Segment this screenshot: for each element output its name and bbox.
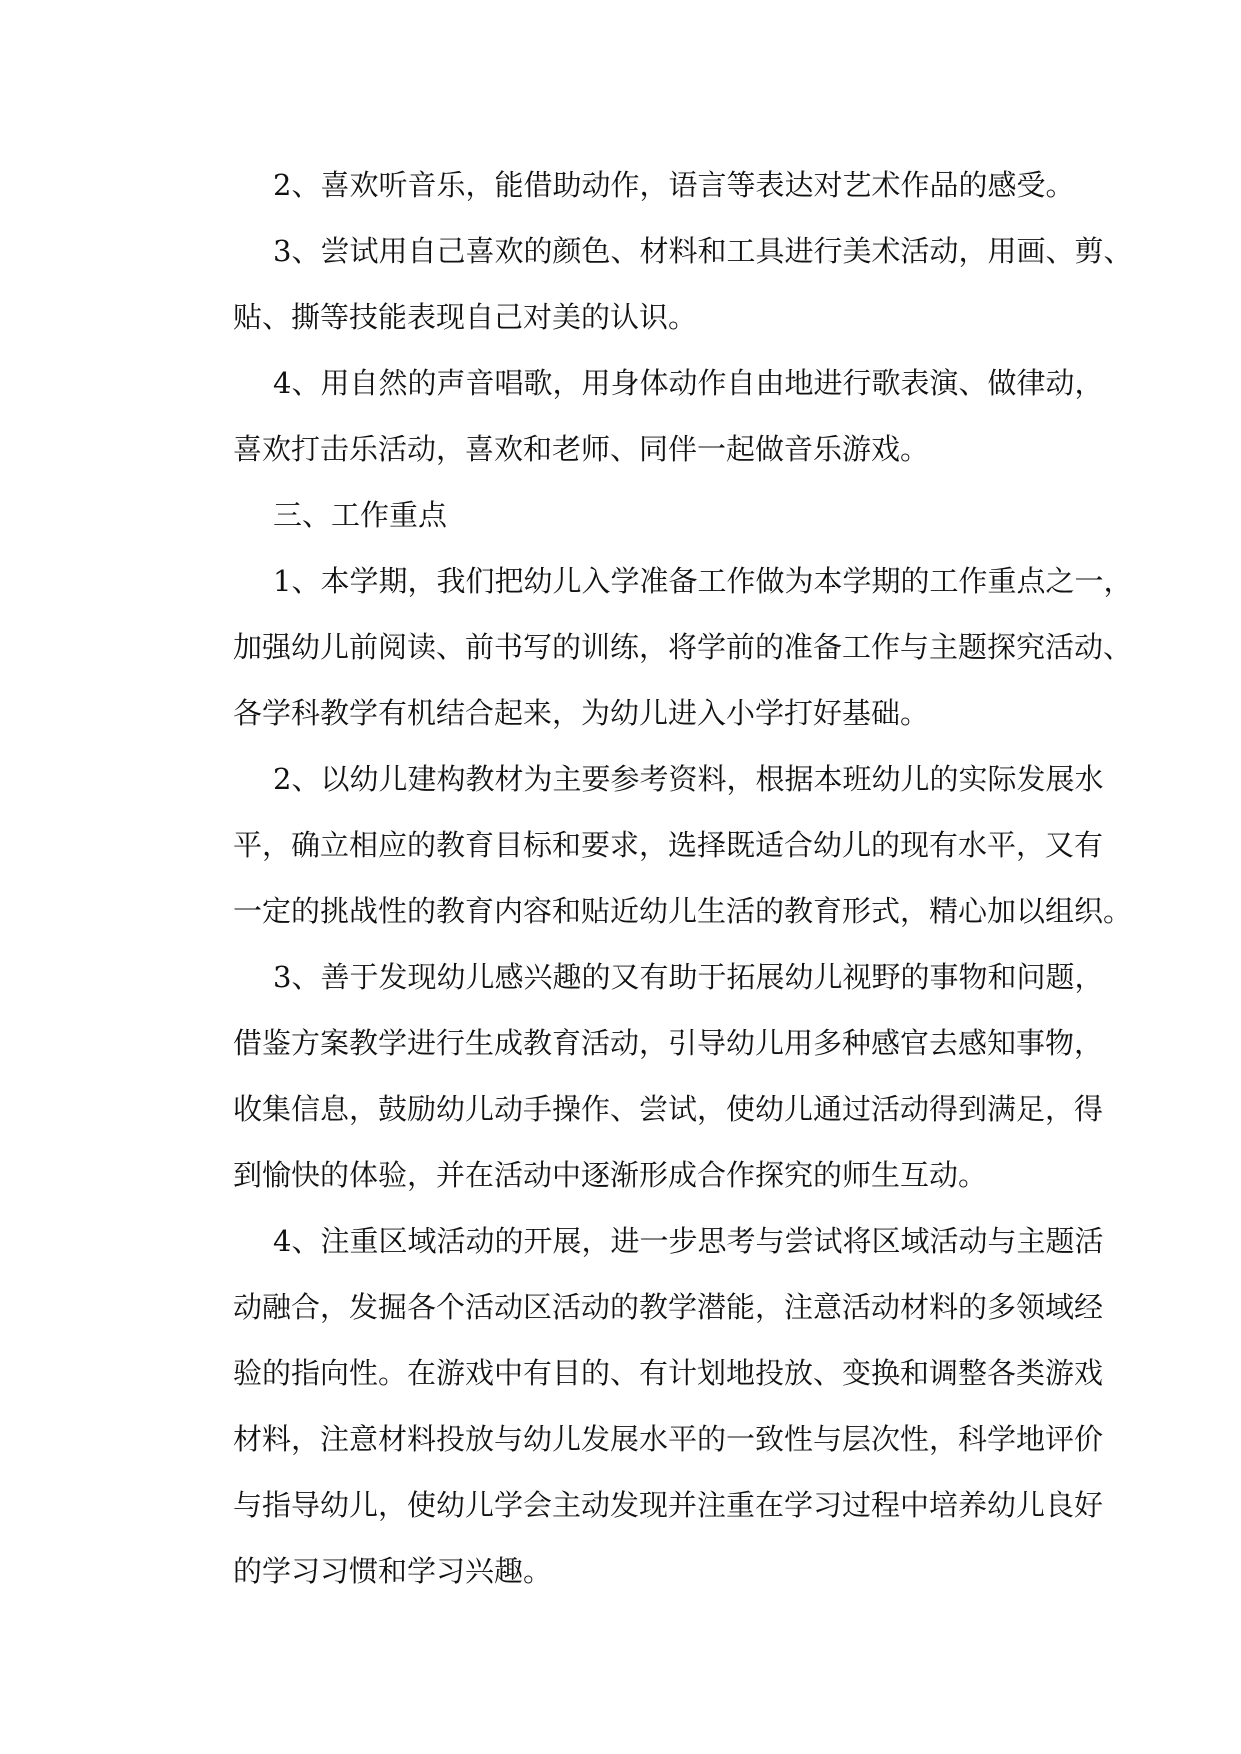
text-line: 贴、撕等技能表现自己对美的认识。: [233, 300, 698, 334]
paragraph-art-activity: [190, 218, 1133, 350]
text-line: 3、尝试用自己喜欢的颜色、材料和工具进行美术活动，用画、剪、: [273, 234, 1133, 268]
text-line: 动融合，发掘各个活动区活动的教学潜能，注意活动材料的多领域经: [233, 1290, 1104, 1324]
paragraph-teaching-materials: [190, 746, 1133, 944]
text-line: 2、以幼儿建构教材为主要参考资料，根据本班幼儿的实际发展水: [273, 762, 1104, 796]
document-body: [190, 152, 1133, 1604]
section-heading-work-focus: [190, 482, 1070, 548]
section-heading: 三、工作重点: [273, 498, 448, 532]
text-line: 喜欢打击乐活动，喜欢和老师、同伴一起做音乐游戏。: [233, 432, 930, 466]
text-line: 一定的挑战性的教育内容和贴近幼儿生活的教育形式，精心加以组织。: [233, 894, 1133, 928]
text-line: 借鉴方案教学进行生成教育活动，引导幼儿用多种感官去感知事物，: [233, 1026, 1104, 1060]
paragraph-area-activities: [190, 1208, 1104, 1604]
text-line: 收集信息，鼓励幼儿动手操作、尝试，使幼儿通过活动得到满足，得: [233, 1092, 1104, 1126]
text-line: 4、注重区域活动的开展，进一步思考与尝试将区域活动与主题活: [273, 1224, 1104, 1258]
text-line: 与指导幼儿，使幼儿学会主动发现并注重在学习过程中培养幼儿良好: [233, 1488, 1104, 1522]
text-line: 平，确立相应的教育目标和要求，选择既适合幼儿的现有水平，又有: [233, 828, 1104, 862]
text-line: 3、善于发现幼儿感兴趣的又有助于拓展幼儿视野的事物和问题，: [273, 960, 1104, 994]
paragraph-art-feeling: [190, 152, 1075, 218]
paragraph-school-readiness: [190, 548, 1133, 746]
text-line: 各学科教学有机结合起来，为幼儿进入小学打好基础。: [233, 696, 930, 730]
text-line: 2、喜欢听音乐，能借助动作，语言等表达对艺术作品的感受。: [273, 168, 1075, 202]
text-line: 1、本学期，我们把幼儿入学准备工作做为本学期的工作重点之一，: [273, 564, 1133, 598]
text-line: 4、用自然的声音唱歌，用身体动作自由地进行歌表演、做律动，: [273, 366, 1104, 400]
text-line: 验的指向性。在游戏中有目的、有计划地投放、变换和调整各类游戏: [233, 1356, 1104, 1390]
text-line: 材料，注意材料投放与幼儿发展水平的一致性与层次性，科学地评价: [233, 1422, 1104, 1456]
paragraph-singing: [190, 350, 1104, 482]
text-line: 到愉快的体验，并在活动中逐渐形成合作探究的师生互动。: [233, 1158, 988, 1192]
text-line: 加强幼儿前阅读、前书写的训练，将学前的准备工作与主题探究活动、: [233, 630, 1133, 664]
text-line: 的学习习惯和学习兴趣。: [233, 1554, 553, 1588]
paragraph-interest-discovery: [190, 944, 1104, 1208]
